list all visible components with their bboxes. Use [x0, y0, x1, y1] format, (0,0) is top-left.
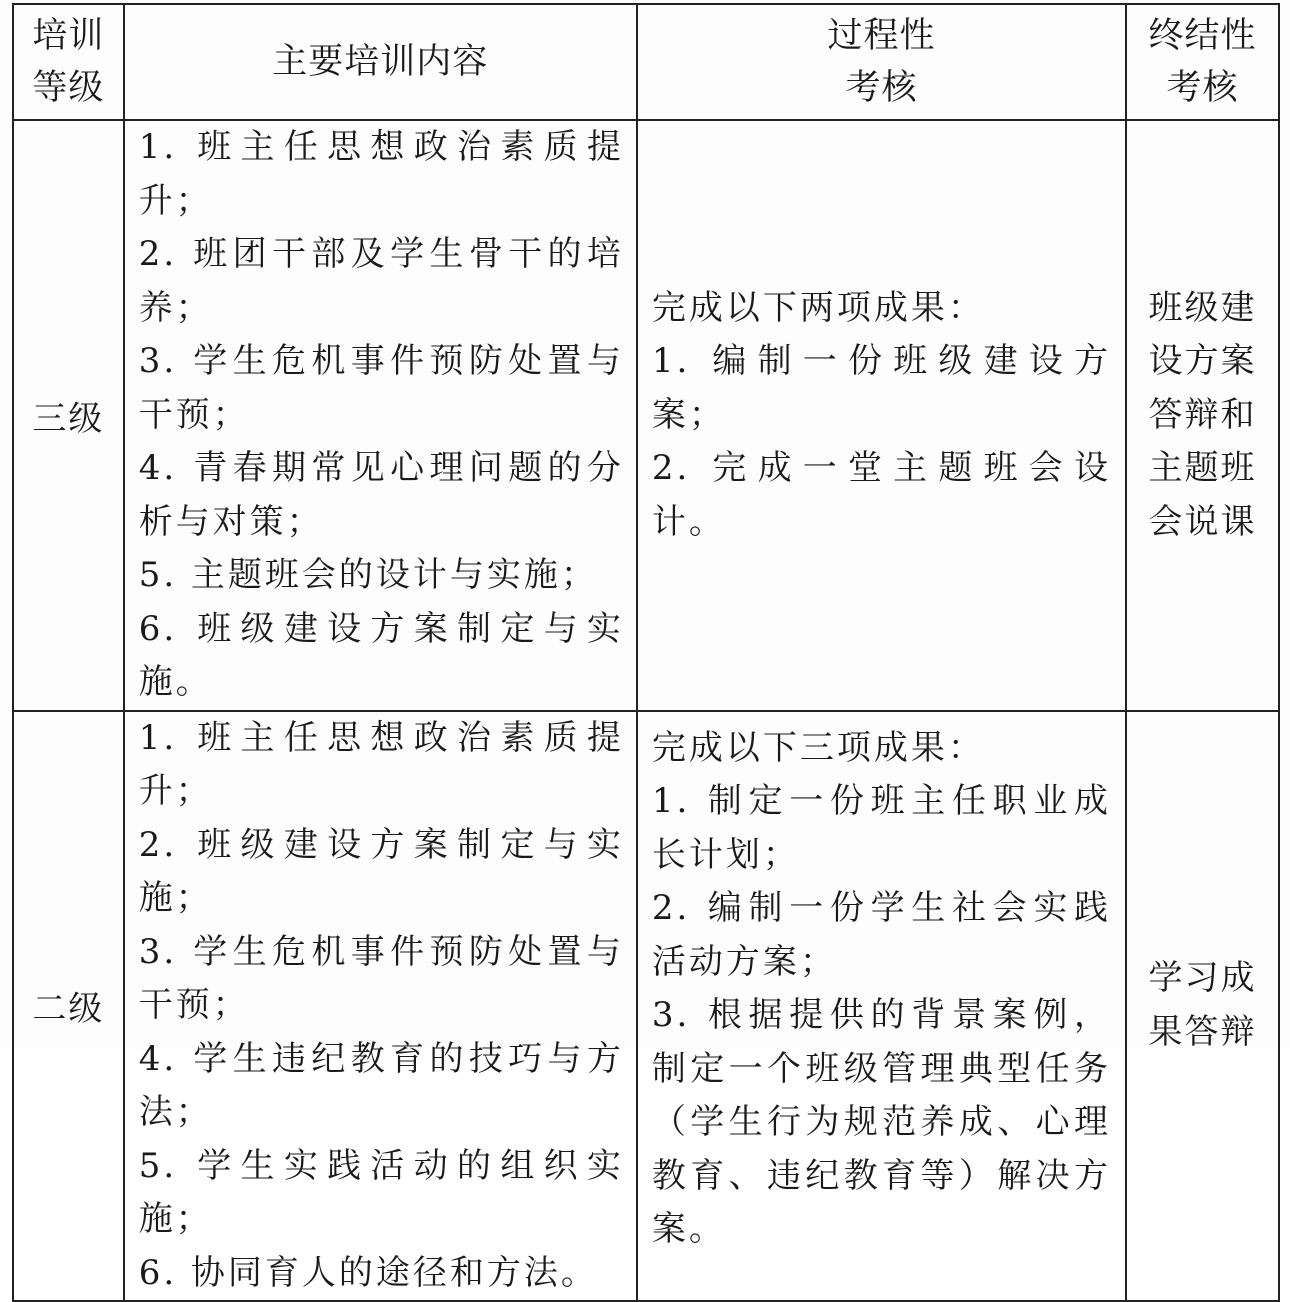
list-item: 3. 根据提供的背景案例，制定一个班级管理典型任务（学生行为规范养成、心理教育、违纪教育等）解决方案。 [651, 995, 1111, 1249]
training-table [12, 3, 1280, 1302]
header-content [124, 4, 637, 120]
final-cell [1126, 120, 1279, 711]
process-block [638, 282, 1125, 550]
list-item: 4. 青春期常见心理问题的分析与对策； [138, 448, 624, 542]
content-cell [124, 711, 637, 1302]
list-item: 5. 学生实践活动的组织实施； [138, 1145, 624, 1239]
final-line: 学习成 [1148, 958, 1257, 999]
table-row-level-3 [13, 120, 1279, 711]
header-process [637, 4, 1126, 120]
content-cell [124, 120, 637, 711]
list-item: 3. 学生危机事件预防处置与干预； [138, 341, 624, 435]
header-content-label: 主要培训内容 [272, 42, 489, 82]
process-list [652, 335, 1111, 549]
header-final-line-1: 终结性 [1148, 16, 1257, 56]
list-item: 1. 班主任思想政治素质提升； [138, 127, 624, 221]
header-final [1126, 4, 1279, 120]
list-item: 5. 主题班会的设计与实施； [138, 555, 598, 595]
list-item: 2. 编制一份学生社会实践活动方案； [651, 888, 1111, 982]
final-cell [1126, 711, 1279, 1302]
header-level-line-1: 培训 [32, 16, 105, 56]
process-intro: 完成以下三项成果： [651, 727, 985, 768]
header-row [13, 4, 1279, 120]
process-block [638, 712, 1125, 1257]
content-list [125, 712, 636, 1301]
final-line: 答辩和 [1148, 394, 1257, 435]
header-process-line-1: 过程性 [827, 16, 936, 56]
process-cell [637, 120, 1126, 711]
final-line: 果答辩 [1148, 1011, 1257, 1052]
list-item: 2. 班团干部及学生骨干的培养； [138, 234, 624, 328]
header-level-line-2: 等级 [32, 68, 105, 108]
list-item: 1. 编制一份班级建设方案； [651, 341, 1111, 435]
final-line: 主题班 [1148, 448, 1257, 488]
level-cell: 二级 [13, 711, 124, 1302]
list-item: 3. 学生危机事件预防处置与干预； [138, 931, 624, 1025]
list-item: 6. 班级建设方案制定与实施。 [138, 608, 624, 702]
level-cell: 三级 [13, 120, 124, 711]
process-cell [637, 711, 1126, 1302]
content-list [125, 121, 636, 710]
header-process-line-2: 考核 [845, 68, 918, 108]
list-item: 2. 班级建设方案制定与实施； [138, 824, 624, 918]
header-level [13, 4, 124, 120]
final-line: 会说课 [1148, 501, 1257, 542]
final-line: 班级建 [1148, 287, 1257, 328]
list-item: 1. 班主任思想政治素质提升； [138, 717, 624, 811]
header-final-line-2: 考核 [1166, 68, 1239, 108]
list-item: 1. 制定一份班主任职业成长计划； [651, 781, 1111, 875]
table-row-level-2 [13, 711, 1279, 1302]
list-item: 2. 完成一堂主题班会设计。 [651, 448, 1111, 542]
list-item: 6. 协同育人的途径和方法。 [138, 1252, 598, 1293]
final-line: 设方案 [1148, 341, 1257, 381]
process-list [652, 775, 1111, 1257]
list-item: 4. 学生违纪教育的技巧与方法； [138, 1038, 624, 1132]
process-intro: 完成以下两项成果： [651, 287, 985, 328]
